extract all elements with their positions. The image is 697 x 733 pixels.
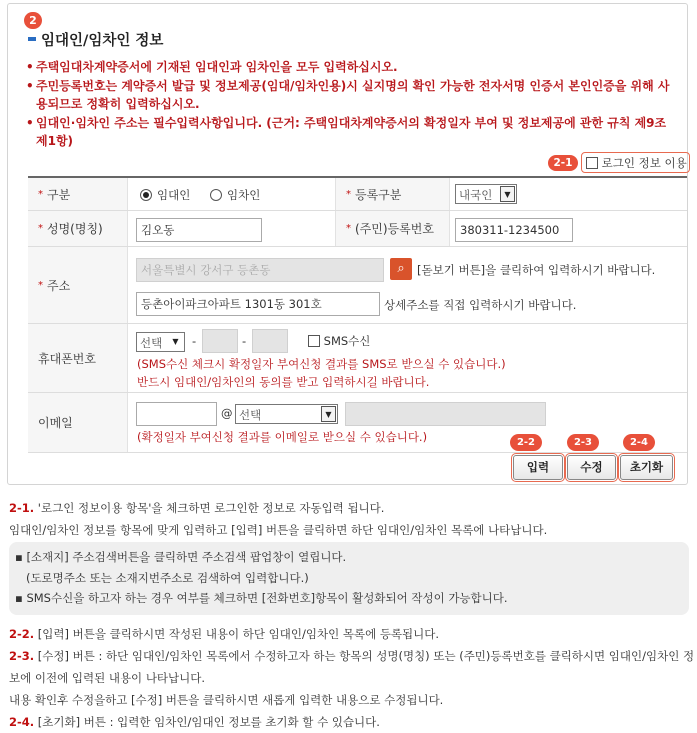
chevron-down-icon[interactable]: ▼ [168, 334, 183, 350]
section-title-text: 임대인/임차인 정보 [41, 33, 164, 49]
row-type [28, 178, 687, 211]
address-input[interactable]: 서울특별시 강서구 등촌동 [136, 258, 384, 282]
title-bar-icon [28, 37, 36, 41]
badge-2-2: 2-2 [510, 434, 542, 451]
note-item: • 주택임대차계약증서에 기재된 임대인과 임차인을 모두 입력하십시오. [26, 58, 676, 77]
input-button[interactable]: 입력 [513, 455, 563, 480]
row-phone [28, 324, 687, 393]
phone-dash: - [192, 334, 197, 348]
address-hint: [돋보기 버튼]을 클릭하여 입력하시기 바랍니다. [417, 263, 656, 277]
desc-key: 2-4. [9, 715, 35, 729]
desc-key: 2-1. [9, 501, 35, 515]
email-label: 이메일 [28, 393, 128, 452]
phone-dash: - [242, 334, 247, 348]
landlord-tenant-panel [7, 3, 688, 485]
desc-text: '로그인 정보이용 항목'을 체크하면 로그인한 정보로 자동입력 됩니다. [34, 501, 385, 515]
use-login-info-checkbox[interactable] [581, 152, 690, 173]
desc-line [9, 497, 689, 519]
desc-key: 2-3. [9, 649, 35, 663]
address-label: * 주소 [28, 247, 128, 323]
type-label: * 구분 [28, 178, 128, 210]
email-domain-input[interactable] [345, 402, 546, 426]
info-line: ▪ SMS수신을 하고자 하는 경우 여부를 체크하면 [전화번호]항목이 활성화되어 작성이 가능합니다. [15, 591, 508, 605]
desc-line [9, 711, 695, 733]
phone-last-input[interactable] [252, 329, 288, 353]
desc-key: 2-2. [9, 627, 35, 641]
badge-2-4: 2-4 [623, 434, 655, 451]
section-title [28, 29, 163, 50]
desc-line: 임대인/임차인 정보를 항목에 맞게 입력하고 [입력] 버튼을 클릭하면 하단 임대인/임차인 목록에 나타납니다. [9, 523, 548, 537]
id-label: * (주민)등록번호 [335, 211, 450, 246]
address-detail-input[interactable]: 등촌아이파크아파트 1301동 301호 [136, 292, 380, 316]
radio-landlord[interactable]: 임대인 [140, 187, 190, 203]
search-icon[interactable]: ⌕ [390, 258, 412, 280]
row-address [28, 247, 687, 324]
note-item: • 임대인·임차인 주소는 필수입력사항입니다. (근거: 주택임대차계약증서의 확정일자 부여 및 정보제공에 관한 규칙 제9조 제1항) [26, 114, 676, 151]
desc-line: 내용 확인후 수정을하고 [수정] 버튼을 클릭하시면 새롭게 입력한 내용으로 수정됩니다. [9, 693, 444, 707]
id-input[interactable]: 380311-1234500 [455, 218, 573, 242]
sms-checkbox[interactable]: SMS수신 [308, 333, 370, 349]
badge-2-1: 2-1 [548, 155, 578, 171]
desc-line [9, 623, 695, 645]
chevron-down-icon[interactable]: ▼ [500, 186, 515, 202]
desc-line [9, 645, 695, 689]
phone-mid-input[interactable] [202, 329, 238, 353]
email-note: (확정일자 부여신청 결과를 이메일로 받으실 수 있습니다.) [137, 430, 428, 444]
edit-button[interactable]: 수정 [567, 455, 616, 480]
radio-tenant[interactable]: 임차인 [210, 187, 260, 203]
sms-consent-note: 반드시 임대인/임차인의 동의를 받고 입력하시길 바랍니다. [137, 375, 430, 389]
reg-type-label: * 등록구분 [335, 178, 450, 210]
notes-list [26, 58, 676, 151]
reset-button[interactable]: 초기화 [620, 455, 673, 480]
info-box [9, 542, 689, 615]
info-line: ▪ [소재지] 주소검색버튼을 클릭하면 주소검색 팝업창이 열립니다. [15, 550, 347, 564]
address-detail-hint: 상세주소를 직접 입력하시기 바랍니다. [384, 298, 577, 312]
sms-note: (SMS수신 체크시 확정일자 부여신청 결과를 SMS로 받으실 수 있습니다.) [137, 357, 506, 371]
checkbox-icon[interactable] [586, 157, 598, 169]
radio-selected-icon[interactable] [140, 189, 152, 201]
use-login-info-label: 로그인 정보 이용 [601, 156, 687, 170]
info-line: (도로명주소 또는 소재지번주소로 검색하여 입력합니다.) [15, 570, 309, 585]
name-input[interactable]: 김오동 [136, 218, 262, 242]
desc-text: [입력] 버튼을 클릭하시면 작성된 내용이 하단 임대인/임차인 목록에 등록됩니다. [34, 627, 440, 641]
row-name [28, 211, 687, 247]
email-at: @ [221, 406, 233, 420]
reg-type-select[interactable]: 내국인 ▼ [455, 184, 517, 204]
desc-text: [초기화] 버튼 : 입력한 임차인/임대인 정보를 초기화 할 수 있습니다. [34, 715, 380, 729]
radio-icon[interactable] [210, 189, 222, 201]
note-item: • 주민등록번호는 계약증서 발급 및 정보제공(임대/임차인용)시 실지명의 확인 가능한 전자서명 인증서 본인인증을 위해 사용되므로 정확히 입력하십시오. [26, 77, 676, 114]
email-domain-select[interactable]: 선택 ▼ [235, 404, 338, 424]
checkbox-icon[interactable] [308, 335, 320, 347]
description-top [9, 497, 689, 541]
chevron-down-icon[interactable]: ▼ [321, 406, 336, 422]
badge-2-3: 2-3 [567, 434, 599, 451]
phone-prefix-select[interactable]: 선택 ▼ [136, 332, 185, 352]
description-bottom [9, 623, 695, 733]
phone-label: 휴대폰번호 [28, 324, 128, 392]
name-label: * 성명(명칭) [28, 211, 128, 246]
section-number-badge: 2 [24, 12, 42, 29]
desc-text: [수정] 버튼 : 하단 임대인/임차인 목록에서 수정하고자 하는 항목의 성명(명칭) 또는 (주민)등록번호를 클릭하시면 임대인/임차인 정보에 이전에 입력된 내용이 나타납니다. [9, 649, 695, 685]
email-id-input[interactable] [136, 402, 217, 426]
